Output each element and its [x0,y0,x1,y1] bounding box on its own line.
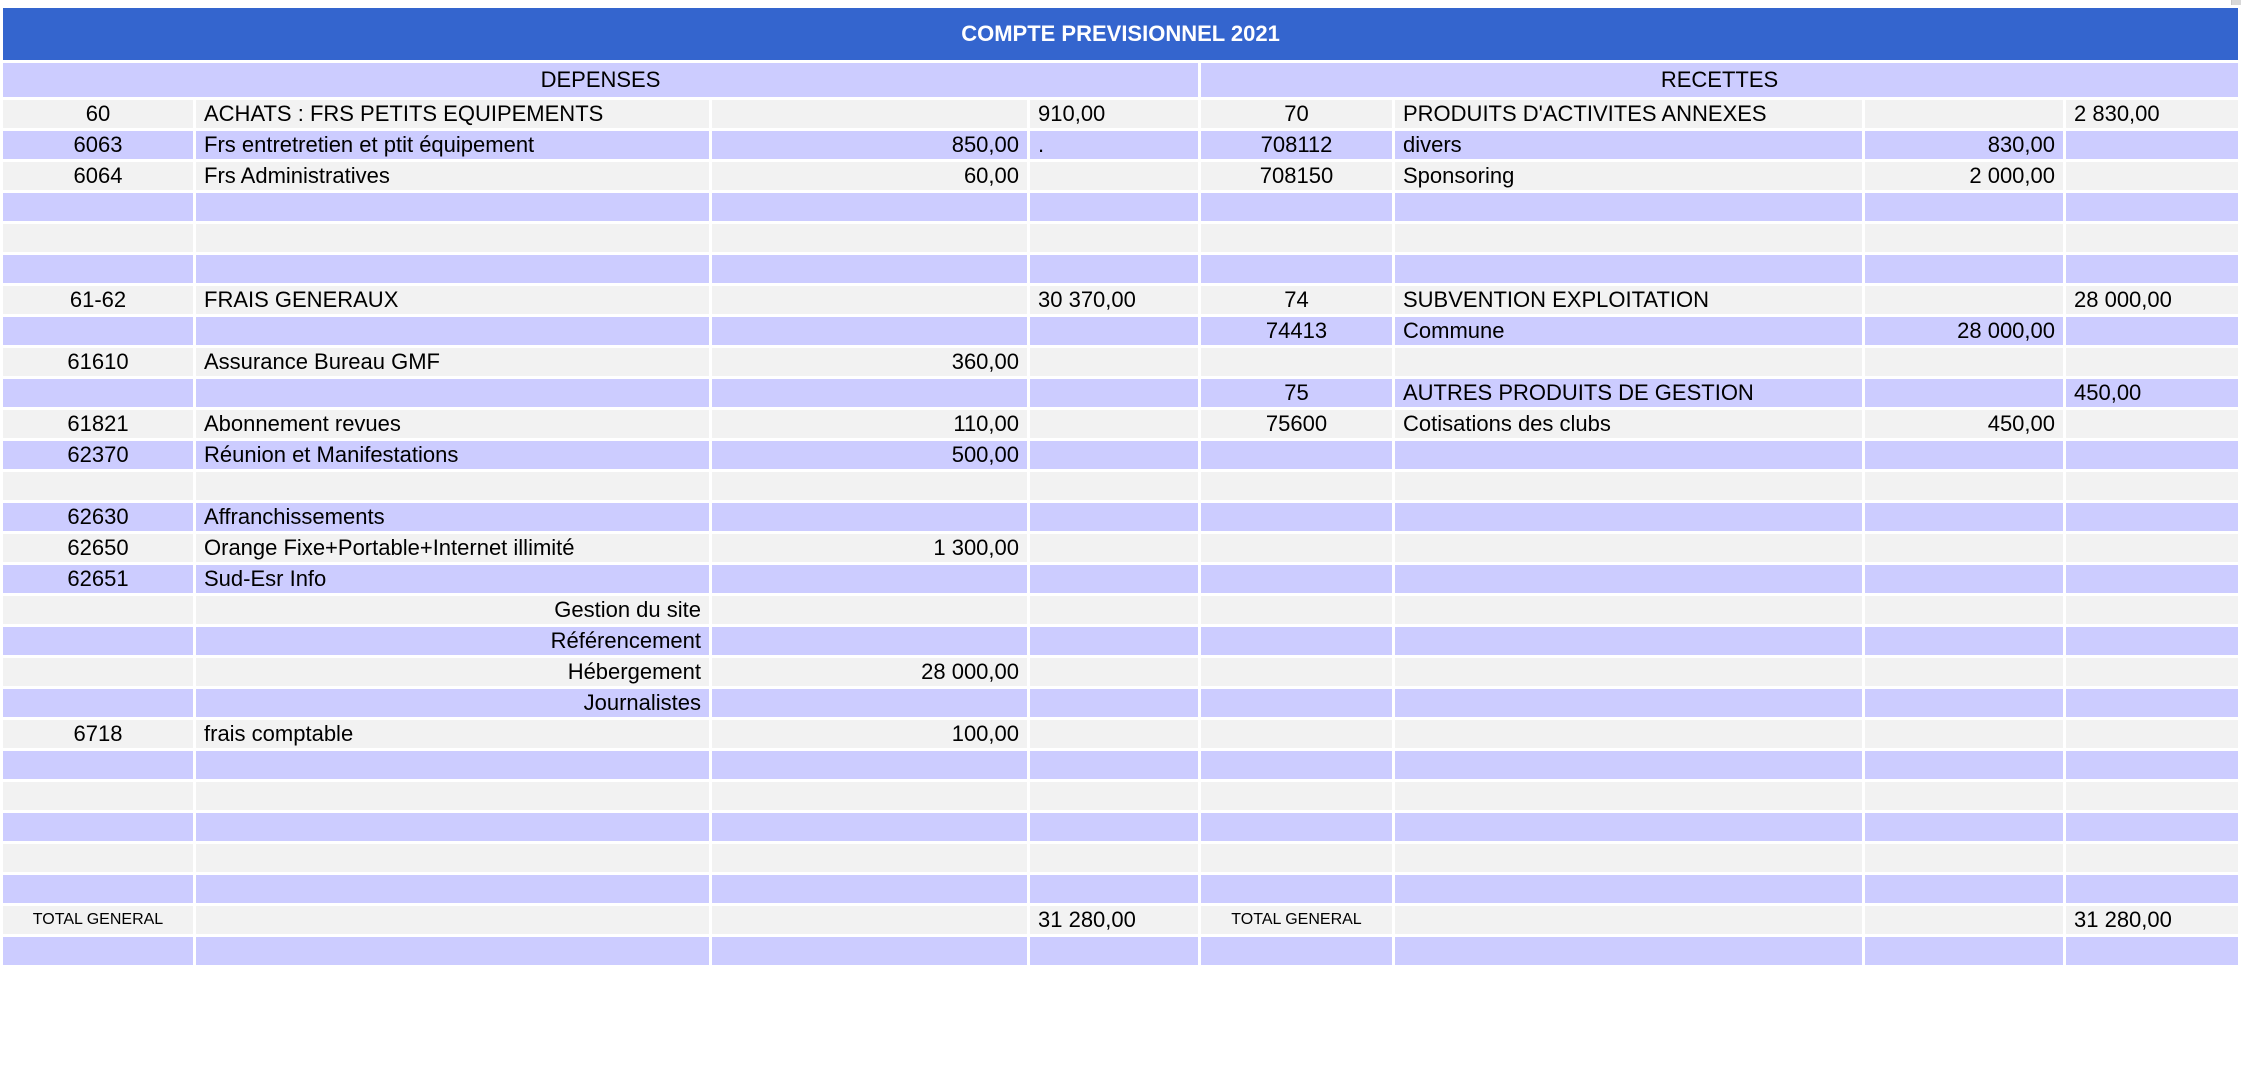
cell-dep-amount[interactable] [711,781,1029,812]
cell-dep-label[interactable]: Orange Fixe+Portable+Internet illimité [195,533,711,564]
table-row [2,99,2240,130]
cell-rec-account[interactable] [1200,626,1394,657]
cell-dep-label[interactable] [195,936,711,967]
cell-rec-label[interactable] [1394,936,1864,967]
table-row [2,595,2240,626]
cell-rec-total[interactable] [2065,874,2240,905]
cell-rec-account[interactable]: TOTAL GENERAL [1200,905,1394,936]
cell-rec-account[interactable]: 70 [1200,99,1394,130]
depenses-header: DEPENSES [2,62,1200,99]
cell-rec-total[interactable] [2065,223,2240,254]
cell-dep-account[interactable]: 6718 [2,719,195,750]
cell-dep-label[interactable] [195,471,711,502]
cell-dep-total[interactable]: 910,00 [1029,99,1200,130]
cell-dep-label[interactable]: Frs entretretien et ptit équipement [195,130,711,161]
cell-dep-amount[interactable] [711,285,1029,316]
cell-rec-account[interactable] [1200,657,1394,688]
cell-dep-amount[interactable] [711,316,1029,347]
cell-rec-amount[interactable] [1864,192,2065,223]
cell-dep-label[interactable] [195,316,711,347]
cell-rec-account[interactable] [1200,440,1394,471]
cell-dep-total[interactable] [1029,657,1200,688]
cell-dep-total[interactable] [1029,688,1200,719]
table-row [2,750,2240,781]
cell-dep-total[interactable] [1029,781,1200,812]
cell-dep-account[interactable]: 6063 [2,130,195,161]
cell-rec-total[interactable] [2065,192,2240,223]
cell-rec-total[interactable] [2065,719,2240,750]
cell-dep-account[interactable] [2,595,195,626]
table-row [2,533,2240,564]
cell-rec-label[interactable] [1394,595,1864,626]
cell-dep-total[interactable] [1029,595,1200,626]
cell-rec-account[interactable] [1200,564,1394,595]
cell-dep-amount[interactable]: 60,00 [711,161,1029,192]
cell-rec-label[interactable] [1394,688,1864,719]
table-row [2,192,2240,223]
cell-dep-total[interactable] [1029,254,1200,285]
cell-rec-total[interactable] [2065,130,2240,161]
cell-dep-amount[interactable] [711,99,1029,130]
cell-rec-label[interactable] [1394,440,1864,471]
cell-dep-total[interactable] [1029,936,1200,967]
cell-dep-account[interactable]: 62370 [2,440,195,471]
table-row [2,781,2240,812]
cell-rec-account[interactable]: 74413 [1200,316,1394,347]
cell-rec-label[interactable] [1394,502,1864,533]
cell-rec-amount[interactable] [1864,595,2065,626]
cell-rec-amount[interactable] [1864,99,2065,130]
cell-dep-total[interactable] [1029,440,1200,471]
cell-dep-label[interactable]: Journalistes [195,688,711,719]
cell-rec-label[interactable] [1394,843,1864,874]
cell-rec-amount[interactable] [1864,843,2065,874]
cell-dep-label[interactable] [195,192,711,223]
cell-dep-account[interactable] [2,812,195,843]
cell-rec-amount[interactable] [1864,564,2065,595]
cell-dep-amount[interactable] [711,502,1029,533]
cell-rec-label[interactable] [1394,905,1864,936]
table-row [2,316,2240,347]
cell-rec-amount[interactable] [1864,471,2065,502]
table-row [2,347,2240,378]
cell-rec-label[interactable]: AUTRES PRODUITS DE GESTION [1394,378,1864,409]
cell-dep-account[interactable] [2,254,195,285]
cell-dep-amount[interactable] [711,564,1029,595]
cell-rec-amount[interactable] [1864,502,2065,533]
cell-rec-total[interactable] [2065,533,2240,564]
cell-rec-account[interactable] [1200,533,1394,564]
cell-dep-amount[interactable] [711,626,1029,657]
table-row [2,936,2240,967]
cell-rec-account[interactable] [1200,812,1394,843]
cell-rec-label[interactable] [1394,812,1864,843]
cell-rec-amount[interactable] [1864,688,2065,719]
cell-dep-account[interactable] [2,657,195,688]
cell-rec-total[interactable]: 31 280,00 [2065,905,2240,936]
cell-rec-account[interactable] [1200,223,1394,254]
cell-rec-amount[interactable]: 450,00 [1864,409,2065,440]
cell-rec-total[interactable] [2065,316,2240,347]
cell-rec-amount[interactable] [1864,285,2065,316]
cell-dep-label[interactable]: Réunion et Manifestations [195,440,711,471]
cell-dep-amount[interactable] [711,874,1029,905]
cell-rec-label[interactable]: PRODUITS D'ACTIVITES ANNEXES [1394,99,1864,130]
cell-dep-label[interactable] [195,254,711,285]
cell-rec-account[interactable] [1200,595,1394,626]
table-row [2,719,2240,750]
cell-rec-amount[interactable] [1864,719,2065,750]
cell-dep-label[interactable]: frais comptable [195,719,711,750]
cell-dep-amount[interactable] [711,843,1029,874]
cell-dep-account[interactable] [2,471,195,502]
table-row [2,812,2240,843]
cell-rec-amount[interactable] [1864,936,2065,967]
table-row [2,223,2240,254]
cell-rec-label[interactable] [1394,626,1864,657]
cell-dep-label[interactable]: ACHATS : FRS PETITS EQUIPEMENTS [195,99,711,130]
cell-rec-total[interactable]: 28 000,00 [2065,285,2240,316]
cell-rec-total[interactable] [2065,564,2240,595]
cell-rec-amount[interactable] [1864,781,2065,812]
cell-dep-amount[interactable]: 100,00 [711,719,1029,750]
cell-rec-account[interactable] [1200,874,1394,905]
cell-rec-total[interactable] [2065,471,2240,502]
cell-rec-total[interactable] [2065,657,2240,688]
cell-rec-amount[interactable] [1864,750,2065,781]
cell-rec-account[interactable] [1200,502,1394,533]
cell-dep-total[interactable] [1029,192,1200,223]
cell-rec-total[interactable] [2065,750,2240,781]
cell-rec-amount[interactable] [1864,378,2065,409]
cell-dep-account[interactable] [2,874,195,905]
cell-dep-account[interactable]: 61-62 [2,285,195,316]
cell-rec-amount[interactable] [1864,812,2065,843]
cell-dep-label[interactable] [195,378,711,409]
cell-rec-total[interactable] [2065,936,2240,967]
cell-dep-account[interactable] [2,626,195,657]
cell-rec-label[interactable] [1394,564,1864,595]
cell-dep-label[interactable] [195,750,711,781]
cell-rec-total[interactable] [2065,595,2240,626]
cell-rec-total[interactable] [2065,440,2240,471]
cell-rec-amount[interactable] [1864,657,2065,688]
cell-dep-total[interactable] [1029,533,1200,564]
table-row [2,130,2240,161]
cell-dep-account[interactable] [2,223,195,254]
cell-rec-account[interactable]: 708150 [1200,161,1394,192]
table-row [2,285,2240,316]
cell-dep-account[interactable] [2,316,195,347]
table-row [2,905,2240,936]
cell-dep-total[interactable] [1029,161,1200,192]
cell-dep-label[interactable] [195,905,711,936]
cell-dep-account[interactable]: 61821 [2,409,195,440]
cell-rec-amount[interactable] [1864,223,2065,254]
cell-dep-account[interactable]: 61610 [2,347,195,378]
cell-rec-label[interactable]: Commune [1394,316,1864,347]
cell-dep-label[interactable] [195,843,711,874]
cell-dep-account[interactable]: 62650 [2,533,195,564]
cell-rec-account[interactable] [1200,192,1394,223]
cell-rec-total[interactable] [2065,254,2240,285]
cell-rec-label[interactable] [1394,471,1864,502]
table-row [2,657,2240,688]
table-row [2,440,2240,471]
cell-dep-account[interactable] [2,843,195,874]
cell-dep-label[interactable]: Gestion du site [195,595,711,626]
cell-rec-total[interactable] [2065,843,2240,874]
cell-dep-account[interactable]: 62630 [2,502,195,533]
cell-dep-amount[interactable] [711,905,1029,936]
cell-rec-amount[interactable] [1864,440,2065,471]
cell-dep-amount[interactable] [711,378,1029,409]
cell-dep-total[interactable] [1029,812,1200,843]
cell-dep-total[interactable] [1029,843,1200,874]
cell-rec-total[interactable] [2065,626,2240,657]
cell-dep-label[interactable] [195,874,711,905]
cell-dep-label[interactable]: Affranchissements [195,502,711,533]
cell-dep-label[interactable]: Abonnement revues [195,409,711,440]
cell-rec-total[interactable] [2065,347,2240,378]
spreadsheet [0,5,2241,968]
cell-dep-account[interactable]: 62651 [2,564,195,595]
cell-dep-amount[interactable] [711,688,1029,719]
cell-dep-amount[interactable]: 360,00 [711,347,1029,378]
cell-dep-total[interactable] [1029,316,1200,347]
cell-dep-total[interactable]: . [1029,130,1200,161]
cell-dep-amount[interactable] [711,192,1029,223]
cell-rec-account[interactable]: 708112 [1200,130,1394,161]
cell-rec-account[interactable] [1200,750,1394,781]
cell-dep-total[interactable] [1029,874,1200,905]
cell-rec-amount[interactable] [1864,905,2065,936]
cell-rec-total[interactable] [2065,812,2240,843]
cell-dep-amount[interactable] [711,595,1029,626]
cell-rec-total[interactable]: 450,00 [2065,378,2240,409]
cell-rec-label[interactable]: Sponsoring [1394,161,1864,192]
cell-rec-amount[interactable] [1864,347,2065,378]
cell-rec-total[interactable] [2065,409,2240,440]
cell-rec-account[interactable]: 75600 [1200,409,1394,440]
cell-dep-amount[interactable]: 1 300,00 [711,533,1029,564]
cell-rec-label[interactable] [1394,874,1864,905]
cell-dep-amount[interactable]: 110,00 [711,409,1029,440]
cell-dep-amount[interactable] [711,750,1029,781]
cell-rec-account[interactable] [1200,688,1394,719]
cell-dep-total[interactable] [1029,223,1200,254]
cell-dep-amount[interactable] [711,254,1029,285]
cell-dep-label[interactable]: Hébergement [195,657,711,688]
cell-rec-account[interactable] [1200,843,1394,874]
cell-dep-total[interactable] [1029,347,1200,378]
cell-rec-label[interactable] [1394,223,1864,254]
table-row [2,161,2240,192]
cell-dep-total[interactable] [1029,719,1200,750]
cell-dep-total[interactable] [1029,564,1200,595]
cell-rec-account[interactable]: 75 [1200,378,1394,409]
cell-rec-label[interactable] [1394,533,1864,564]
cell-dep-amount[interactable] [711,936,1029,967]
cell-dep-total[interactable]: 31 280,00 [1029,905,1200,936]
cell-dep-amount[interactable] [711,223,1029,254]
cell-dep-total[interactable] [1029,750,1200,781]
sheet-rows [2,99,2240,967]
table-row [2,254,2240,285]
table-row [2,843,2240,874]
table-row [2,874,2240,905]
cell-rec-amount[interactable] [1864,874,2065,905]
cell-dep-total[interactable] [1029,502,1200,533]
cell-dep-label[interactable] [195,781,711,812]
cell-dep-account[interactable]: 60 [2,99,195,130]
cell-rec-amount[interactable] [1864,254,2065,285]
cell-dep-account[interactable] [2,750,195,781]
cell-dep-label[interactable]: Assurance Bureau GMF [195,347,711,378]
cell-dep-account[interactable] [2,781,195,812]
table-row [2,409,2240,440]
cell-rec-label[interactable] [1394,254,1864,285]
cell-rec-label[interactable] [1394,192,1864,223]
cell-dep-account[interactable]: 6064 [2,161,195,192]
cell-dep-account[interactable]: TOTAL GENERAL [2,905,195,936]
recettes-header: RECETTES [1200,62,2240,99]
table-row [2,688,2240,719]
cell-dep-label[interactable]: Sud-Esr Info [195,564,711,595]
cell-rec-total[interactable] [2065,688,2240,719]
cell-dep-label[interactable]: Frs Administratives [195,161,711,192]
cell-dep-total[interactable] [1029,378,1200,409]
cell-dep-account[interactable] [2,378,195,409]
cell-rec-amount[interactable]: 28 000,00 [1864,316,2065,347]
cell-rec-label[interactable] [1394,781,1864,812]
cell-rec-total[interactable] [2065,502,2240,533]
table-row [2,378,2240,409]
cell-rec-total[interactable]: 2 830,00 [2065,99,2240,130]
cell-dep-label[interactable] [195,223,711,254]
cell-dep-account[interactable] [2,688,195,719]
cell-dep-total[interactable] [1029,409,1200,440]
cell-rec-total[interactable] [2065,161,2240,192]
cell-rec-label[interactable]: divers [1394,130,1864,161]
sheet-title: COMPTE PREVISIONNEL 2021 [2,7,2240,62]
cell-rec-label[interactable] [1394,719,1864,750]
cell-rec-account[interactable] [1200,781,1394,812]
table-row [2,626,2240,657]
cell-dep-label[interactable]: FRAIS GENERAUX [195,285,711,316]
cell-rec-label[interactable] [1394,750,1864,781]
cell-rec-total[interactable] [2065,781,2240,812]
cell-dep-amount[interactable]: 850,00 [711,130,1029,161]
cell-rec-label[interactable]: SUBVENTION EXPLOITATION [1394,285,1864,316]
cell-rec-account[interactable] [1200,254,1394,285]
cell-rec-account[interactable] [1200,719,1394,750]
cell-rec-account[interactable] [1200,936,1394,967]
cell-rec-label[interactable] [1394,347,1864,378]
cell-rec-account[interactable]: 74 [1200,285,1394,316]
cell-rec-amount[interactable]: 2 000,00 [1864,161,2065,192]
cell-dep-total[interactable]: 30 370,00 [1029,285,1200,316]
cell-rec-amount[interactable]: 830,00 [1864,130,2065,161]
cell-dep-total[interactable] [1029,471,1200,502]
cell-rec-account[interactable] [1200,471,1394,502]
cell-dep-amount[interactable] [711,812,1029,843]
cell-rec-label[interactable]: Cotisations des clubs [1394,409,1864,440]
cell-dep-amount[interactable]: 500,00 [711,440,1029,471]
cell-dep-label[interactable]: Référencement [195,626,711,657]
cell-rec-label[interactable] [1394,657,1864,688]
cell-dep-account[interactable] [2,192,195,223]
table-row [2,502,2240,533]
cell-rec-amount[interactable] [1864,533,2065,564]
cell-dep-label[interactable] [195,812,711,843]
cell-rec-amount[interactable] [1864,626,2065,657]
cell-dep-amount[interactable]: 28 000,00 [711,657,1029,688]
table-row [2,471,2240,502]
cell-dep-total[interactable] [1029,626,1200,657]
cell-dep-amount[interactable] [711,471,1029,502]
table-row [2,564,2240,595]
cell-dep-account[interactable] [2,936,195,967]
cell-rec-account[interactable] [1200,347,1394,378]
